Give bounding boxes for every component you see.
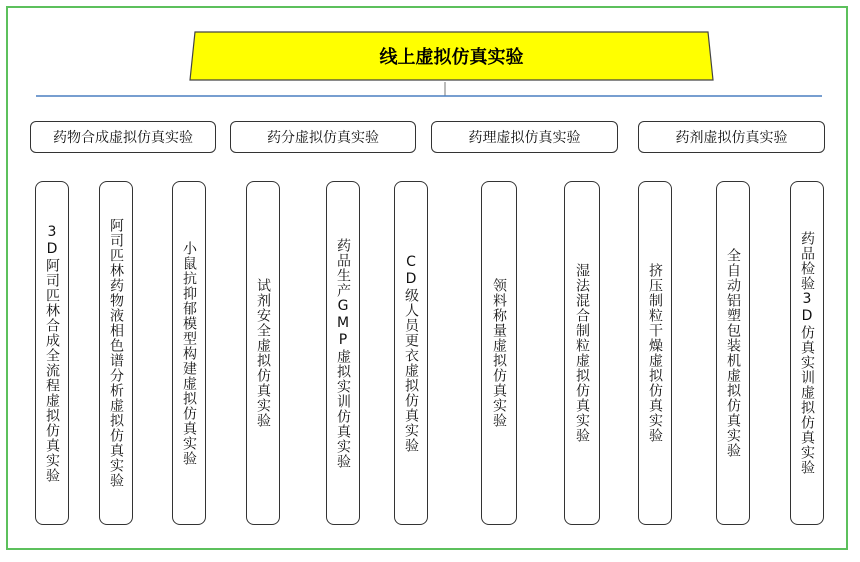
category-label: 药分虚拟仿真实验 [267,130,379,146]
experiment-label: 药品检验3D仿真实训虚拟仿真实验 [799,231,815,475]
experiment-label: 试剂安全虚拟仿真实验 [255,278,271,428]
diagram-title: 线上虚拟仿真实验 [379,47,524,68]
experiment-box [638,181,672,525]
experiment-label: 药品生产GMP虚拟实训仿真实验 [335,237,351,469]
experiment-label: 挤压制粒干燥虚拟仿真实验 [647,263,663,443]
experiment-box [716,181,750,525]
experiment-box [481,181,517,525]
experiment-label: 全自动铝塑包装机虚拟仿真实验 [725,248,741,458]
experiment-label: CD级人员更衣虚拟仿真实验 [403,253,419,453]
category-pharmacology [431,121,618,153]
experiment-box [246,181,280,525]
category-pharm-analysis [230,121,416,153]
category-drug-synthesis [30,121,216,153]
experiment-label: 小鼠抗抑郁模型构建虚拟仿真实验 [181,240,197,466]
experiment-box [99,181,133,525]
category-pharmaceutics [638,121,825,153]
category-label: 药剂虚拟仿真实验 [675,130,788,146]
experiment-box [564,181,600,525]
experiment-box [394,181,428,525]
experiment-box [790,181,824,525]
experiment-box [326,181,360,525]
experiment-label: 湿法混合制粒虚拟仿真实验 [574,263,590,443]
experiment-label: 阿司匹林药物液相色谱分析虚拟仿真实验 [108,218,124,488]
experiment-box [35,181,69,525]
experiment-label: 领料称量虚拟仿真实验 [491,278,507,428]
category-label: 药物合成虚拟仿真实验 [53,130,193,146]
title-banner [189,31,714,81]
category-label: 药理虚拟仿真实验 [468,130,581,146]
experiment-box [172,181,206,525]
experiment-label: 3D阿司匹林合成全流程虚拟仿真实验 [44,223,60,483]
